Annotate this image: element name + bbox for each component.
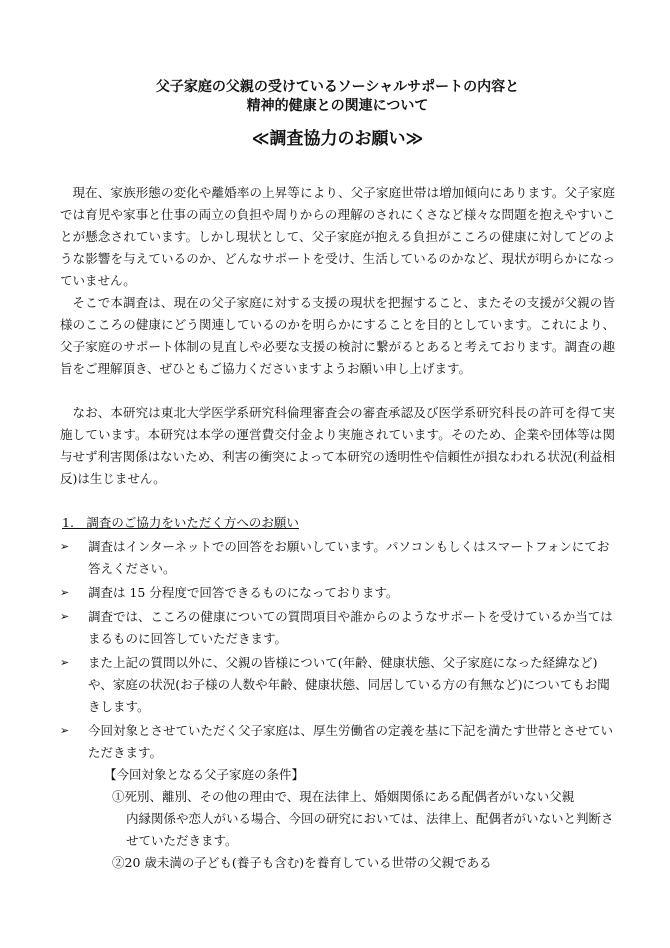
bullet-item (60, 606, 615, 650)
title-line-1: 父子家庭の父親の受けているソーシャルサポートの内容と (155, 79, 520, 95)
bullet-item (60, 582, 615, 604)
arrow-bullet-icon: ➢ (60, 656, 70, 669)
condition-item-1-note: 内縁関係や恋人がいる場合、今回の研究においては、法律上、配偶者がいないと判断させていただきます。 (126, 811, 614, 848)
document-title (60, 78, 615, 116)
bullet-text: 今回対象とさせていただく父子家庭は、厚生労働省の定義を基に下記を満たす世帯とさせていただきます。 (88, 723, 614, 760)
bullet-item (60, 720, 615, 764)
document-subtitle: ≪調査協力のお願い≫ (251, 129, 424, 149)
arrow-bullet-icon: ➢ (60, 610, 70, 623)
intro-paragraph-2: そこで本調査は、現在の父子家庭に対する支援の現状を把握すること、またその支援が父親の皆様のこころの健康にどう関連しているのかを明らかにすることを目的としています。これにより、父子家庭のサポート体制の見直しや必要な支援の検討に繋がるとあると考えております。調査の趣旨をご理解頂き、ぜひともご協力くださいますようお願い申し上げます。 (60, 295, 615, 376)
condition-item-2-text: ②20 歳未満の子ども(養子も含む)を養育している世帯の父親である (112, 855, 492, 870)
document-page (60, 78, 615, 874)
section-1-heading: 1. 調査のご協力をいただく方へのお願い (62, 515, 299, 530)
bullet-item (60, 536, 615, 580)
bullet-item (60, 652, 615, 718)
bullet-text: 調査はインターネットでの回答をお願いしています。パソコンもしくはスマートフォンにてお答えください。 (88, 539, 610, 576)
title-line-2: 精神的健康との関連について (246, 98, 429, 114)
condition-item-1-text: ①死別、離別、その他の理由で、現在法律上、婚姻関係にある配偶者がいない父親 (112, 789, 575, 804)
bullet-text: 調査は 15 分程度で回答できるものになっております。 (88, 585, 399, 600)
bullet-text: また上記の質問以外に、父親の皆様について(年齢、健康状態、父子家庭になった経緯など)や、家庭の状況(お子様の人数や年齢、健康状態、同居している方の有無など)についてもお聞きします。 (88, 655, 610, 714)
condition-item-1 (112, 786, 615, 852)
ethics-paragraph: なお、本研究は東北大学医学系研究科倫理審査会の審査承認及び医学系研究科長の許可を得て実施しています。本研究は本学の運営費交付金より実施されています。そのため、企業や団体等は関与せず利害関係はないため、利害の衝突によって本研究の透明性や信頼性が損なわれる状況(利益相反)は生じません。 (60, 405, 615, 486)
intro-paragraph-1: 現在、家族形態の変化や離婚率の上昇等により、父子家庭世帯は増加傾向にあります。父子家庭では育児や家事と仕事の両立の負担や周りからの理解のされにくさなど様々な問題を抱えやすいことが懸念されています。しかし現状として、父子家庭が抱える負担がこころの健康に対してどのような影響を与えているのか、どんなサポートを受け、生活しているのかなど、現状が明らかになっていません。 (60, 185, 615, 288)
arrow-bullet-icon: ➢ (60, 586, 70, 599)
request-bullet-list (60, 536, 615, 764)
conditions-heading: 【今回対象となる父子家庭の条件】 (104, 767, 305, 782)
condition-item-2 (112, 852, 615, 874)
bullet-text: 調査では、こころの健康についての質問項目や誰からのようなサポートを受けているか当てはまるものに回答していただきます。 (88, 609, 613, 646)
arrow-bullet-icon: ➢ (60, 724, 70, 737)
arrow-bullet-icon: ➢ (60, 540, 70, 553)
